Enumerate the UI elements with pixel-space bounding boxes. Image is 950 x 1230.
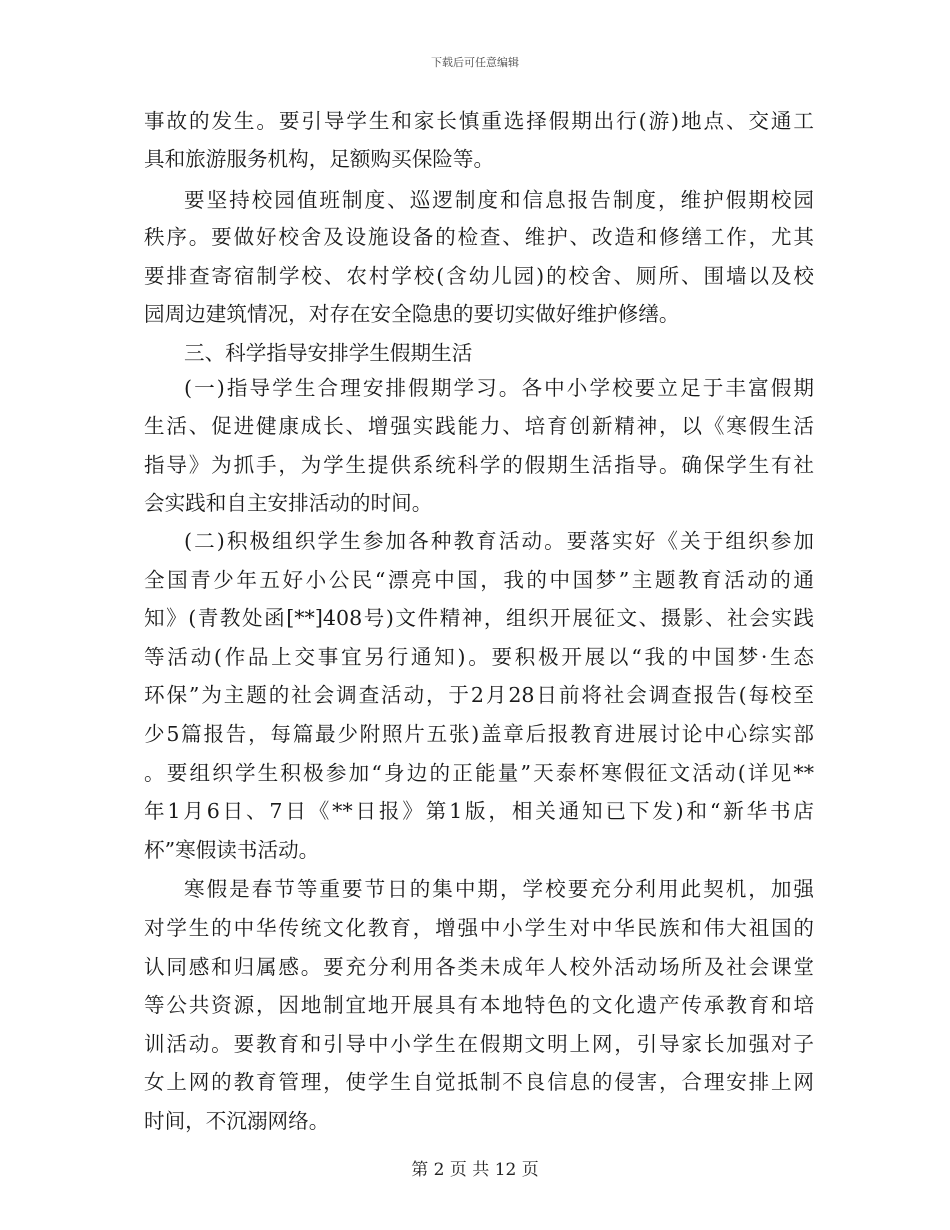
page-header-note: 下载后可任意编辑 <box>431 56 519 69</box>
text-line: 。要组织学生积极参加“身边的正能量”天泰杯寒假征文活动(详见** <box>144 760 814 785</box>
text-line: 时间，不沉溺网络。 <box>144 1109 330 1133</box>
text-line: 知》(青教处函[**]408号)文件精神，组织开展征文、摄影、社会实践 <box>144 606 814 631</box>
text-line: (二)积极组织学生参加各种教育活动。要落实好《关于组织参加 <box>184 529 814 553</box>
text-line: 等公共资源，因地制宜地开展具有本地特色的文化遗产传承教育和培 <box>144 993 814 1018</box>
text-line: 少5篇报告，每篇最少附照片五张)盖章后报教育进展讨论中心综实部 <box>144 722 814 746</box>
text-line: 年1月6日、7日《**日报》第1版，相关通知已下发)和“新华书店 <box>144 799 814 824</box>
text-line: 具和旅游服务机构，足额购买保险等。 <box>144 146 495 171</box>
text-line: 环保”为主题的社会调查活动，于2月28日前将社会调查报告(每校至 <box>144 683 814 708</box>
text-line: 杯”寒假读书活动。 <box>144 837 320 862</box>
page-number: 第 2 页 共 12 页 <box>411 1160 539 1180</box>
text-line: 等活动(作品上交事宜另行通知)。要积极开展以“我的中国梦·生态 <box>144 644 814 669</box>
section-heading: 三、科学指导安排学生假期生活 <box>184 341 473 365</box>
text-line: 认同感和归属感。要充分利用各类未成年人校外活动场所及社会课堂 <box>144 954 814 979</box>
text-line: 要坚持校园值班制度、巡逻制度和信息报告制度，维护假期校园 <box>184 187 814 212</box>
text-line: 寒假是春节等重要节日的集中期，学校要充分利用此契机，加强 <box>184 877 814 902</box>
text-line: 训活动。要教育和引导中小学生在假期文明上网，引导家长加强对子 <box>144 1031 814 1056</box>
text-line: 女上网的教育管理，使学生自觉抵制不良信息的侵害，合理安排上网 <box>144 1070 814 1095</box>
text-line: 生活、促进健康成长、增强实践能力、培育创新精神，以《寒假生活 <box>144 414 814 439</box>
text-line: 要排查寄宿制学校、农村学校(含幼儿园)的校舍、厕所、围墙以及校 <box>144 263 814 288</box>
text-line: 园周边建筑情况，对存在安全隐患的要切实做好维护修缮。 <box>144 302 680 327</box>
text-line: 会实践和自主安排活动的时间。 <box>144 491 433 516</box>
text-line: 秩序。要做好校舍及设施设备的检查、维护、改造和修缮工作，尤其 <box>144 225 814 250</box>
text-line: 全国青少年五好小公民“漂亮中国，我的中国梦”主题教育活动的通 <box>144 567 814 592</box>
text-line: 对学生的中华传统文化教育，增强中小学生对中华民族和伟大祖国的 <box>144 916 814 940</box>
text-line: 事故的发生。要引导学生和家长慎重选择假期出行(游)地点、交通工 <box>144 109 814 133</box>
text-line: 指导》为抓手，为学生提供系统科学的假期生活指导。确保学生有社 <box>144 452 814 477</box>
text-line: (一)指导学生合理安排假期学习。各中小学校要立足于丰富假期 <box>184 375 814 400</box>
